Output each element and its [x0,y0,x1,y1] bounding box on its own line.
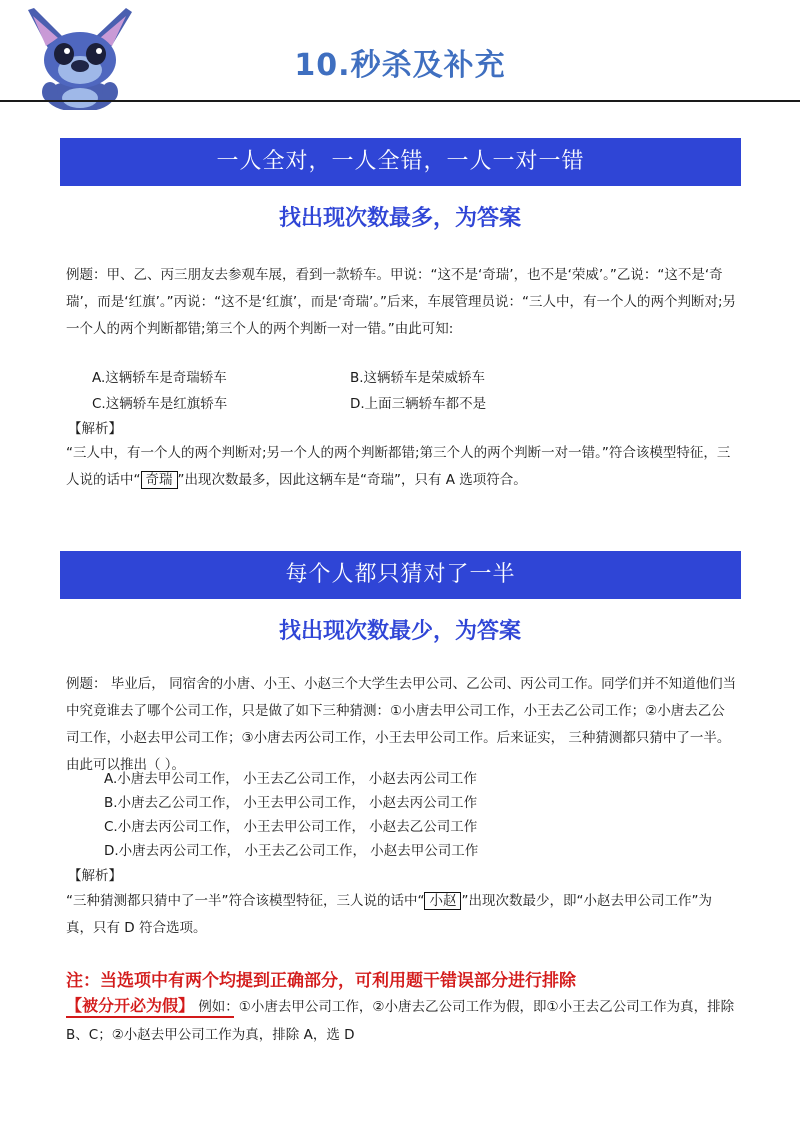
section1-analysis-keyword: 奇瑞 [141,471,178,489]
section2-analysis-pre: “三种猜测都只猜中了一半”符合该模型特征，三人说的话中“ [66,893,425,909]
section2-analysis [66,888,738,942]
section1-option-a: A.这辆轿车是奇瑞轿车 [92,370,227,386]
section1-analysis [66,440,738,494]
section2-analysis-post: ”出现次数最少，即“小赵去甲公司工作”为真，只有 D 符合选项。 [66,893,712,936]
section1-subtitle: 找出现次数最多，为答案 [278,206,521,231]
section2-option-d: D.小唐去丙公司工作， 小王去乙公司工作， 小赵去甲公司工作 [104,843,479,859]
section1-option-b: B.这辆轿车是荣威轿车 [350,370,486,386]
note-text: 注：当选项中有两个均提到正确部分，可利用题干错误部分进行排除 [66,971,576,991]
section1-analysis-label: 【解析】 [68,421,122,437]
note-tag: 【被分开必为假】 [66,996,195,1015]
section1-option-d: D.上面三辆轿车都不是 [350,396,487,412]
section2-subtitle: 找出现次数最少，为答案 [278,619,521,644]
section2-option-c: C.小唐去丙公司工作， 小王去甲公司工作， 小赵去乙公司工作 [104,819,478,835]
section1-analysis-post: ”出现次数最多，因此这辆车是“奇瑞”，只有 A 选项符合。 [177,472,527,488]
header-divider [0,100,800,102]
section2-option-b: B.小唐去乙公司工作， 小王去甲公司工作， 小赵去丙公司工作 [104,795,478,811]
note-example-block [66,992,738,1049]
section1-question: 例题：甲、乙、丙三朋友去参观车展，看到一款轿车。甲说：“这不是‘奇瑞’，也不是‘荣威’。”乙说：“这不是‘奇瑞’，而是‘红旗’。”丙说：“这不是‘红旗’，而是‘奇瑞’。”后来，车展管理员说：“三人中，有一个人的两个判断对;另一个人的两个判断都错;第三个人的两个判断一对一错。”由此可知: [66,267,737,337]
section2-question: 例题： 毕业后， 同宿舍的小唐、小王、小赵三个大学生去甲公司、乙公司、丙公司工作。同学们并不知道他们当中究竟谁去了哪个公司工作，只是做了如下三种猜测：①小唐去甲公司工作，小王去乙公司工作；②小唐去乙公司工作，小赵去甲公司工作；③小唐去丙公司工作，小王去甲公司工作。后来证实， 三种猜测都只猜中了一半。由此可以推出（ ）。 [66,676,737,773]
section2-banner: 每个人都只猜对了一半 [60,551,741,599]
section1-analysis-pre: “三人中，有一个人的两个判断对;另一个人的两个判断都错;第三个人的两个判断一对一错。”符合该模型特征，三人说的话中“ [66,445,731,488]
section1-option-c: C.这辆轿车是红旗轿车 [92,396,228,412]
page-title: 10.秒杀及补充 [294,48,506,83]
note-tag-underline [66,1016,234,1018]
note-example: 例如：①小唐去甲公司工作，②小唐去乙公司工作为假，即①小王去乙公司工作为真，排除 B、C；②小赵去甲公司工作为真，排除 A，选 D [66,999,735,1043]
section2-analysis-label: 【解析】 [68,868,122,884]
section2-analysis-keyword: 小赵 [424,892,461,910]
section2-option-a: A.小唐去甲公司工作， 小王去乙公司工作， 小赵去丙公司工作 [104,771,477,787]
section1-banner: 一人全对，一人全错，一人一对一错 [60,138,741,186]
